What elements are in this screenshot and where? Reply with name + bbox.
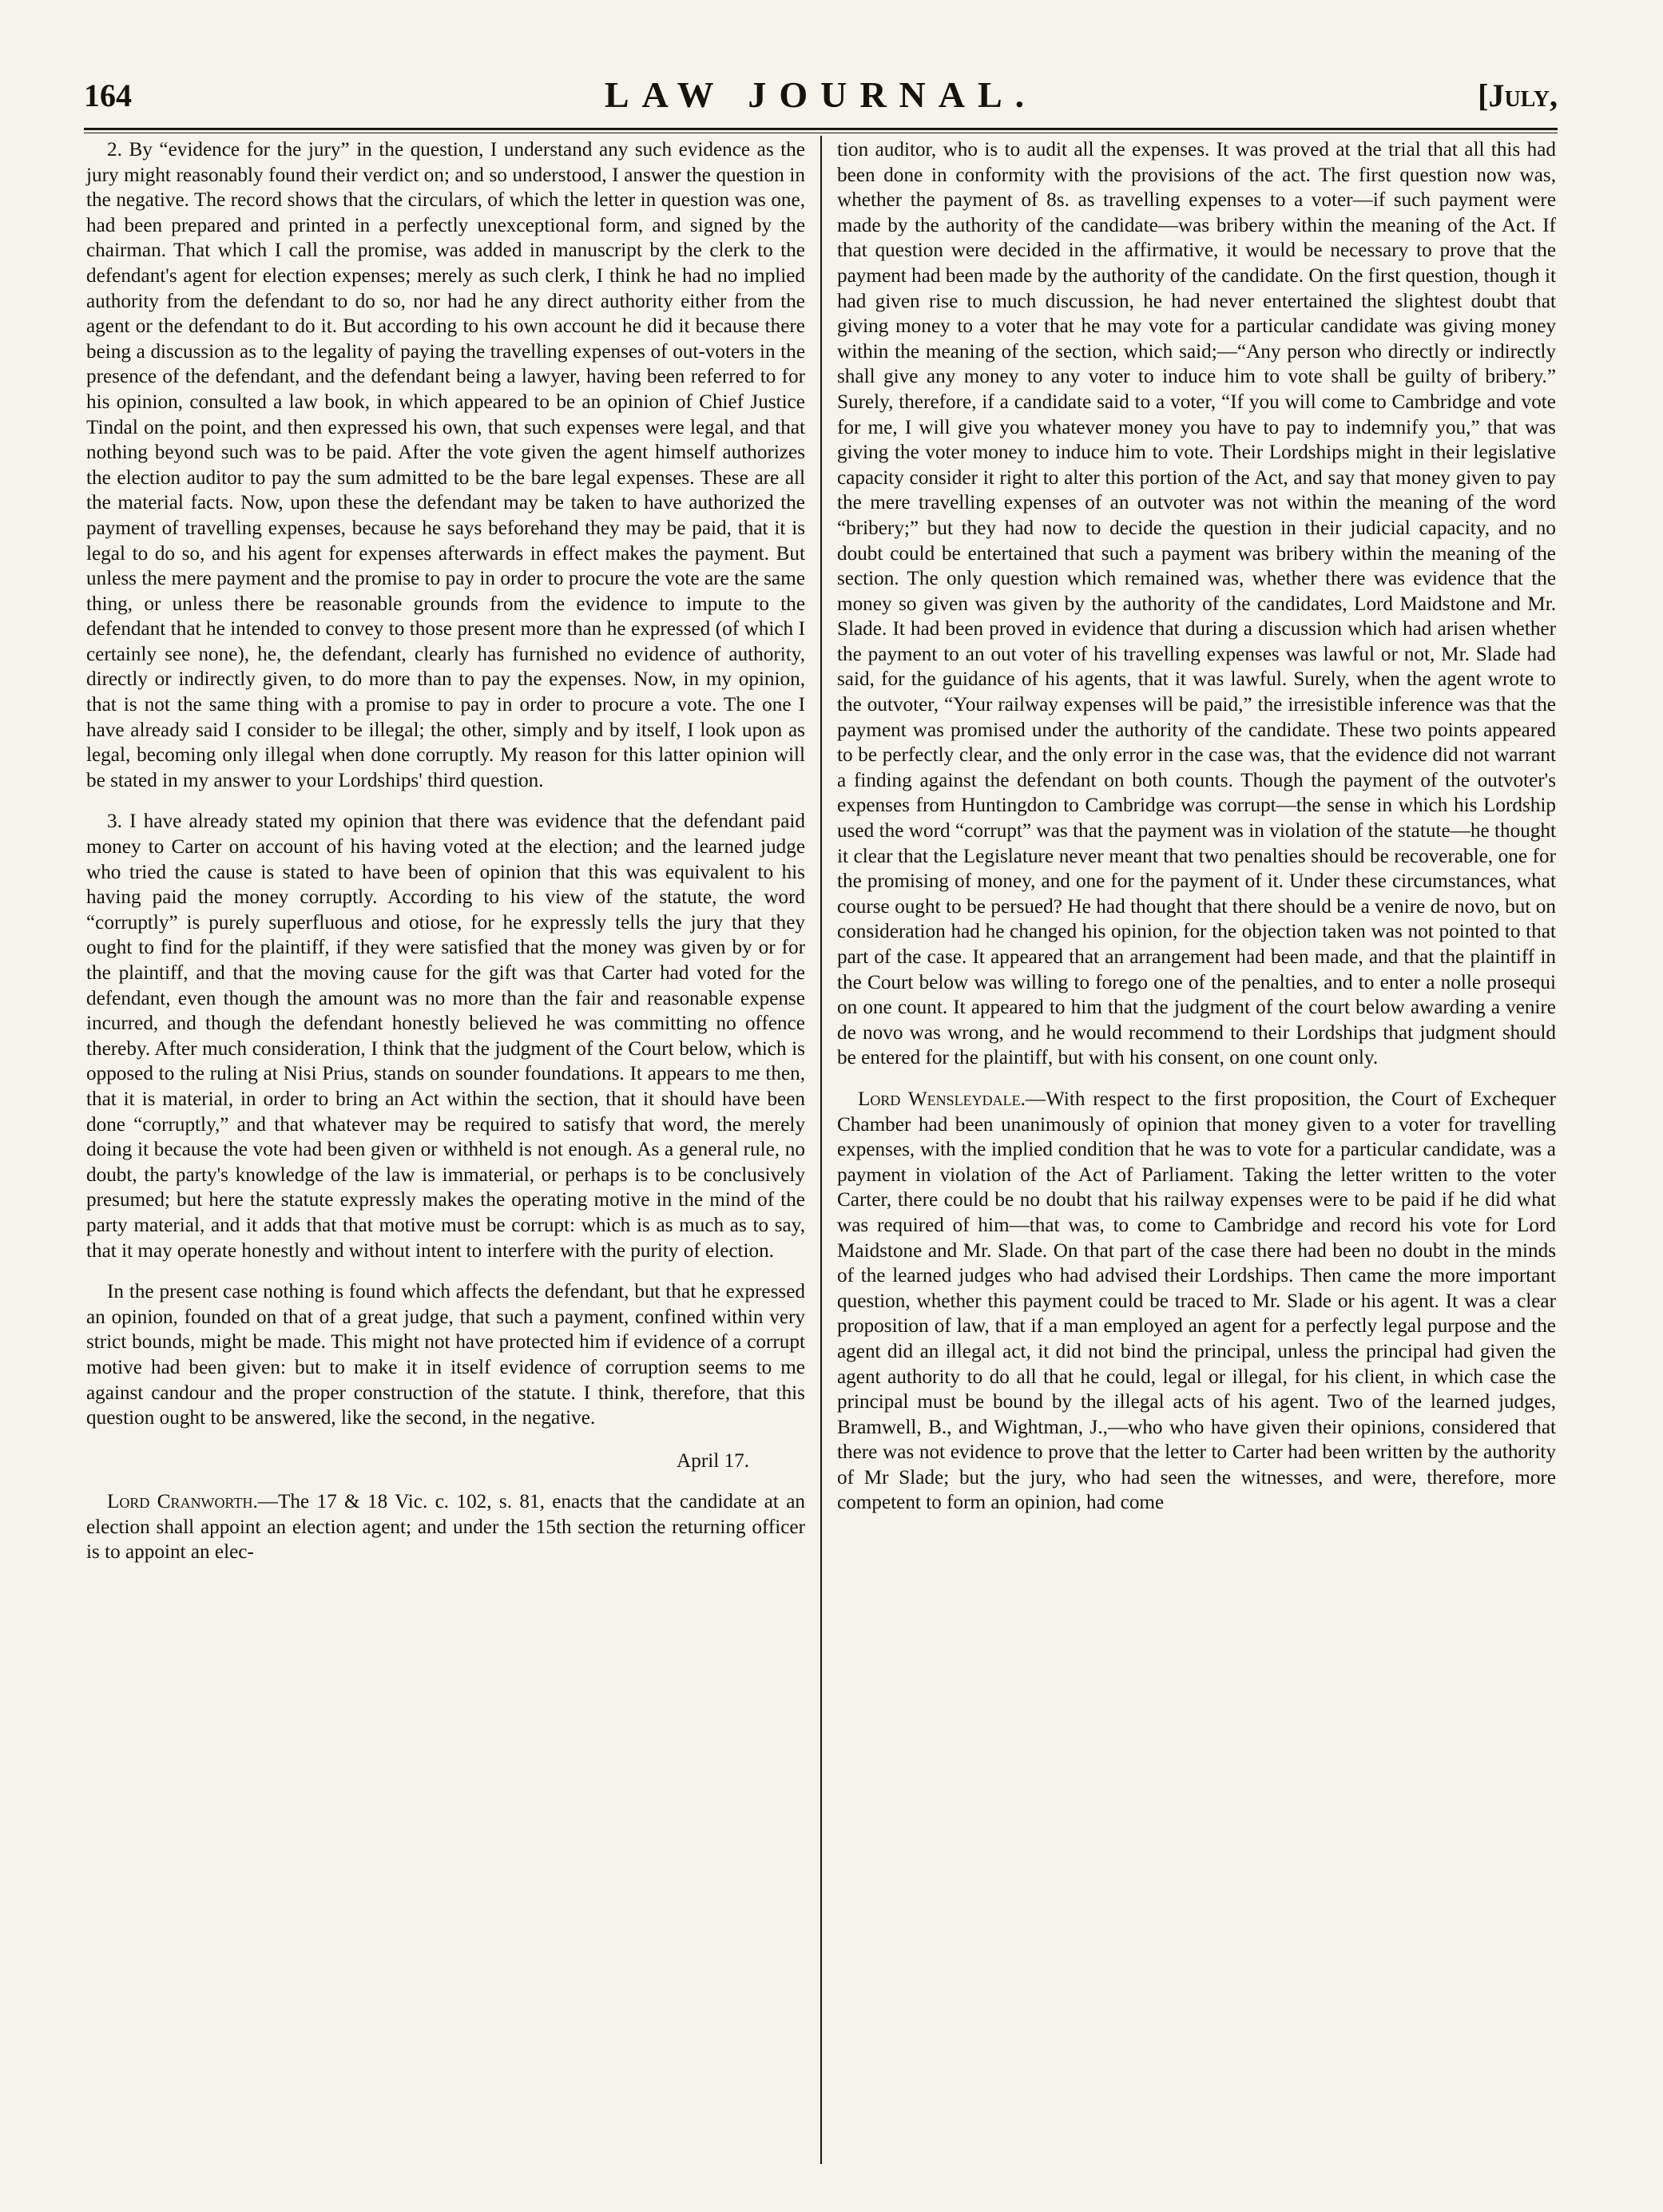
wensleydale-paragraph — [837, 1087, 1556, 1516]
running-month: [July, — [1478, 77, 1558, 113]
speech-text: —With respect to the first proposition, the Court of Exchequer Chamber had been unanimously of opinion that money given to a voter for travelling expenses, with the implied condition that he was to vote for a particular candidate, was a payment in violation of the Act of Parliament. Taking the letter written to the voter Carter, there could be no doubt that his railway expenses were to be paid if he did what was required of him—that was, to come to Cambridge and record his vote for Lord Maidstone and Mr. Slade. On that part of the case there had been no doubt in the minds of the learned judges who had advised their Lordships. Then came the more important question, whether this payment could be traced to Mr. Slade or his agent. It was a clear proposition of law, that if a man employed an agent for a perfectly legal purpose and the agent did an illegal act, it did not bind the principal, unless the principal had given the agent authority to do all that he could, legal or illegal, for his client, in which case the principal must be bound by the illegal acts of his agent. Two of the learned judges, Bramwell, B., and Wightman, J.,—who who have given their opinions, considered that there was not evidence to prove that the letter to Carter had been written by the authority of Mr Slade; but the jury, who had seen the witnesses, and were, therefore, more competent to form an opinion, had come — [837, 1088, 1556, 1514]
column-divider — [820, 136, 822, 2164]
dateline: April 17. — [677, 1449, 749, 1472]
paragraph-3: 3. I have already stated my opinion that there was evidence that the defendant paid money to Carter on account of his having voted at the election; and the learned judge who tried the cause is stated to have been of opinion that this was equivalent to his having paid the money corruptly. According to his view of the statute, the word “corruptly” is purely superfluous and otiose, for he expressly tells the jury that they ought to find for the plaintiff, if they were satisfied that the money was given by or for the plaintiff, and that the moving cause for the gift was that Carter had voted for the defendant, even though the amount was no more than the fair and reasonable expense incurred, and though the defendant honestly believed he was committing no offence thereby. After much consideration, I think that the judgment of the Court below, which is opposed to the ruling at Nisi Prius, stands on sounder foundations. It appears to me then, that it is material, in order to bring an Act within the section, that it should have been done “corruptly,” and that whatever may be required to satisfy that word, the merely doing it because the vote had been given or withheld is not enough. As a general rule, no doubt, the party's knowledge of the law is immaterial, or perhaps is to be conclusively presumed; but here the statute expressly makes the operating motive in the mind of the party material, and it adds that that motive must be corrupt: which is as much as to say, that it may operate honestly and without intent to interfere with the purity of election. — [86, 811, 805, 1262]
running-title: LAW JOURNAL. — [604, 74, 1038, 115]
speaker-name: Lord Cranworth. — [107, 1491, 258, 1513]
page-number: 164 — [84, 77, 132, 113]
left-column — [86, 137, 805, 1565]
cranworth-paragraph — [86, 1489, 805, 1565]
paragraph-4: In the present case nothing is found which affects the defendant, but that he expressed an opinion, founded on that of a great judge, that such a payment, confined within very strict bounds, might be made. This might not have protected him if evidence of a corrupt motive had been given: but to make it in itself evidence of corruption seems to me against candour and the proper construction of the statute. I think, therefore, that this question ought to be answered, like the second, in the negative. — [86, 1281, 805, 1429]
running-header — [84, 70, 1558, 118]
paragraph-continued: tion auditor, who is to audit all the expenses. It was proved at the trial that all this had been done in conformity with the provisions of the act. The first question now was, whether the payment of 8s. as travelling expenses to a voter—if such payment were made by the authority of the candidate—was bribery within the meaning of the Act. If that question were decided in the affirmative, it would be necessary to prove that the payment had been made by the authority of the candidate. On the first question, though it had given rise to much discussion, he had never entertained the slightest doubt that giving money to a voter that he may vote for a particular candidate was giving money within the meaning of the section, which said;—“Any person who directly or indirectly shall give any money to any voter to induce him to vote shall be guilty of bribery.” Surely, therefore, if a candidate said to a voter, “If you will come to Cambridge and vote for me, I will give you whatever money you have to pay to indemnify you,” that was giving the voter money to induce him to vote. Their Lordships might in their legislative capacity consider it right to alter this portion of the Act, and say that money given to pay the mere travelling expenses of an outvoter was not within the meaning of the word “bribery;” but they had now to decide the question in their judicial capacity, and no doubt could be entertained that such a payment was bribery within the meaning of the section. The only question which remained was, whether there was evidence that the money so given was given by the authority of the candidates, Lord Maidstone and Mr. Slade. It had been proved in evidence that during a discussion which had arisen whether the payment to an out voter of his travelling expenses was lawful or not, Mr. Slade had said, for the guidance of his agents, that it was lawful. Surely, when the agent wrote to the outvoter, “Your railway expenses will be paid,” the irresistible inference was that the payment was promised under the authority of the candidate. These two points appeared to be perfectly clear, and the only error in the case was, that the evidence did not warrant a finding against the defendant on both counts. Though the payment of the outvoter's expenses from Huntingdon to Cambridge was corrupt—the sense in which his Lordship used the word “corrupt” was that the payment was in violation of the statute—he thought it clear that the Legislature never meant that two penalties should be recoverable, one for the promising of money, and one for the payment of it. Under these circumstances, what course ought to be persued? He had thought that there should be a venire de novo, but on consideration had he changed his opinion, for the objection taken was not pointed to that part of the case. It appeared that an arrangement had been made, and that the plaintiff in the Court below was willing to forego one of the penalties, and to enter a nolle prosequi on one count. It appeared to him that the judgment of the court below awarding a venire de novo was wrong, and he would recommend to their Lordships that judgment should be entered for the plaintiff, but with his consent, on one count only. — [837, 139, 1556, 1069]
header-rule — [84, 128, 1558, 130]
paragraph-2: 2. By “evidence for the jury” in the question, I understand any such evidence as the jury might reasonably found their verdict on; and so understood, I answer the question in the negative. The record shows that the circulars, of which the letter in question was one, had been prepared and printed in a perfectly unexceptional form, and signed by the chairman. That which I call the promise, was added in manuscript by the clerk to the defendant's agent for election expenses; merely as such clerk, I think he had no implied authority from the defendant to do so, nor had he any direct authority either from the agent or the defendant to do it. But according to his own account he did it because there being a discussion as to the legality of paying the travelling expenses of out-voters in the presence of the defendant, and the defendant being a lawyer, having been referred to for his opinion, consulted a law book, in which appeared to be an opinion of Chief Justice Tindal on the point, and then expressed his own, that such expenses were legal, and that nothing beyond such was to be paid. After the vote given the agent himself authorizes the election auditor to pay the sum admitted to be the bare legal expenses. These are all the material facts. Now, upon these the defendant may be taken to have authorized the payment of travelling expenses, because he says beforehand they may be paid, that it is legal to do so, and his agent for expenses afterwards in effect makes the payment. But unless the mere payment and the promise to pay in order to procure the vote are the same thing, or unless there be reasonable grounds from the evidence to impute to the defendant that he intended to convey to those present more than he expressed (of which I certainly see none), he, the defendant, clearly has furnished no evidence of authority, directly or indirectly given, to do more than to pay the expenses. Now, in my opinion, that is not the same thing with a promise to pay in order to procure a vote. The one I have already said I consider to be illegal; the other, simply and by itself, I look upon as legal, becoming only illegal when done corruptly. My reason for this latter opinion will be stated in my answer to your Lordships' third question. — [86, 139, 805, 791]
right-column — [837, 137, 1556, 1516]
speaker-name: Lord Wensleydale. — [858, 1088, 1026, 1110]
speech-text: —The 17 & 18 Vic. c. 102, s. 81, enacts that the candidate at an election shall appoint an election agent; and under the 15th section the returning officer is to appoint an elec- — [86, 1491, 806, 1564]
